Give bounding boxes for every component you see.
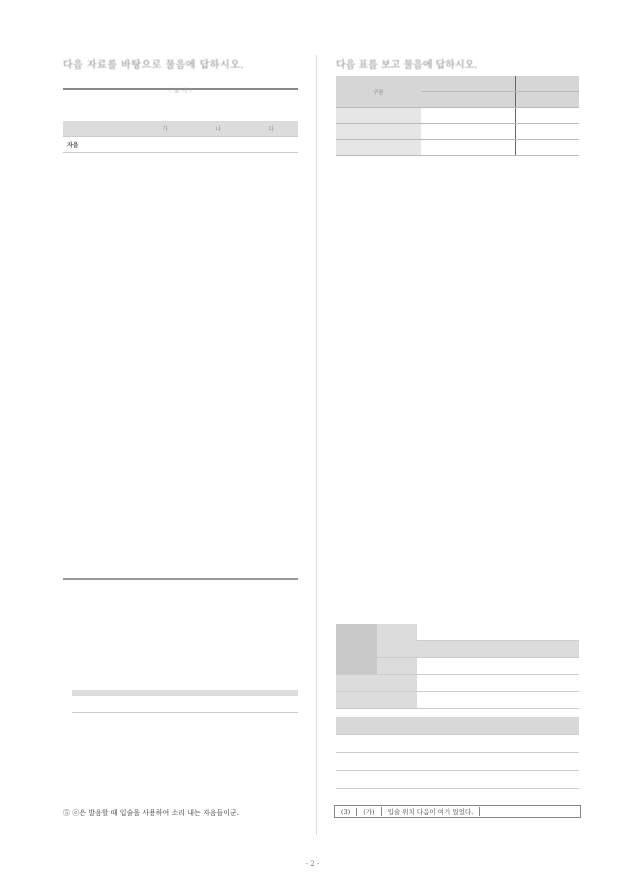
table-cell <box>336 735 397 753</box>
table-cell <box>498 692 539 709</box>
table-cell <box>518 771 579 789</box>
row-number: (3) <box>335 808 357 816</box>
table-cell <box>162 696 207 713</box>
table-cell <box>72 696 117 713</box>
table-cell <box>377 658 418 675</box>
table-row <box>72 696 298 713</box>
table-cell <box>498 624 539 641</box>
table-cell <box>458 658 499 675</box>
table-cell <box>208 696 253 713</box>
table-cell <box>417 658 458 675</box>
row-mark: (가) <box>357 807 381 816</box>
table-cell <box>451 140 482 156</box>
table-header <box>421 92 452 108</box>
table-cell <box>336 108 421 124</box>
table-cell <box>336 624 377 675</box>
table-cell <box>336 753 397 771</box>
table-header <box>548 92 579 108</box>
table-cell <box>498 641 539 658</box>
table-cell <box>192 137 245 153</box>
table-row <box>336 735 579 753</box>
table-cell <box>245 137 298 153</box>
table-row <box>336 753 579 771</box>
table-header <box>515 92 548 108</box>
table-cell <box>548 108 579 124</box>
table-cell <box>539 624 580 641</box>
table-header: 나 <box>192 121 245 137</box>
table-cell <box>417 641 458 658</box>
table-cell <box>336 124 421 140</box>
table-cell <box>421 108 452 124</box>
table-header: 구분 <box>336 76 421 108</box>
table-row <box>336 108 579 124</box>
table-cell <box>498 658 539 675</box>
table-cell <box>515 140 548 156</box>
question-title: 다음 자료를 바탕으로 물음에 답하시오. <box>63 60 244 71</box>
table-cell <box>117 696 162 713</box>
table-header <box>397 717 458 735</box>
table-cell <box>417 675 458 692</box>
answer-choice-5: ⑤ ⓔ은 발음할 때 입술을 사용하여 소리 내는 자음들이군. <box>63 809 240 817</box>
row-text: 입술 위치 다음이 여기 있었다. <box>382 807 481 816</box>
table-cell <box>421 140 452 156</box>
table-cell <box>515 108 548 124</box>
table-cell <box>451 108 482 124</box>
table-row-label: 자음 <box>63 137 139 153</box>
table-cell <box>377 624 418 658</box>
table-cell <box>458 771 519 789</box>
table-cell <box>458 641 499 658</box>
consonant-table <box>63 121 298 153</box>
table-cell <box>417 692 458 709</box>
table-cell <box>548 140 579 156</box>
table-header <box>421 76 482 92</box>
right-top-table <box>336 76 579 156</box>
box-rule <box>63 578 298 580</box>
table-cell <box>482 108 515 124</box>
table-cell <box>539 641 580 658</box>
table-header <box>518 717 579 735</box>
table-cell <box>336 140 421 156</box>
table-cell <box>518 753 579 771</box>
table-header <box>451 92 482 108</box>
table-cell <box>458 735 519 753</box>
table-cell <box>458 692 499 709</box>
table-header <box>482 92 515 108</box>
right-bottom-table-1 <box>336 624 579 709</box>
right-question-title: 다음 표를 보고 물음에 답하시오. <box>336 60 478 71</box>
table-cell <box>498 675 539 692</box>
table-header: 가 <box>139 121 192 137</box>
table-row <box>336 771 579 789</box>
table-cell <box>336 675 417 692</box>
answer-table-row <box>334 805 581 818</box>
table-row <box>336 124 579 140</box>
table-cell <box>458 753 519 771</box>
table-header <box>63 121 139 137</box>
table-cell <box>539 658 580 675</box>
table-cell <box>336 771 397 789</box>
table-cell <box>518 735 579 753</box>
table-header <box>515 76 579 92</box>
table-cell <box>417 624 458 641</box>
table-header: 다 <box>245 121 298 137</box>
table-cell <box>482 124 515 140</box>
box-label: 〈 보 기 〉 <box>165 88 196 95</box>
table-cell <box>397 735 458 753</box>
table-cell <box>421 124 452 140</box>
page-number: - 2 - <box>305 860 320 868</box>
table-cell <box>397 753 458 771</box>
table-cell <box>539 692 580 709</box>
table-header <box>336 717 397 735</box>
left-bottom-table <box>72 690 298 713</box>
table-cell <box>515 124 548 140</box>
table-cell <box>458 675 499 692</box>
column-divider <box>316 55 317 835</box>
table-cell <box>253 696 298 713</box>
table-header <box>458 717 519 735</box>
table-header <box>482 76 515 92</box>
right-bottom-table-2 <box>336 717 579 789</box>
table-cell <box>336 692 417 709</box>
table-cell <box>458 624 499 641</box>
table-cell <box>548 124 579 140</box>
table-cell <box>539 675 580 692</box>
table-cell <box>482 140 515 156</box>
table-cell <box>451 124 482 140</box>
table-row <box>336 140 579 156</box>
table-cell <box>139 137 192 153</box>
table-cell <box>397 771 458 789</box>
